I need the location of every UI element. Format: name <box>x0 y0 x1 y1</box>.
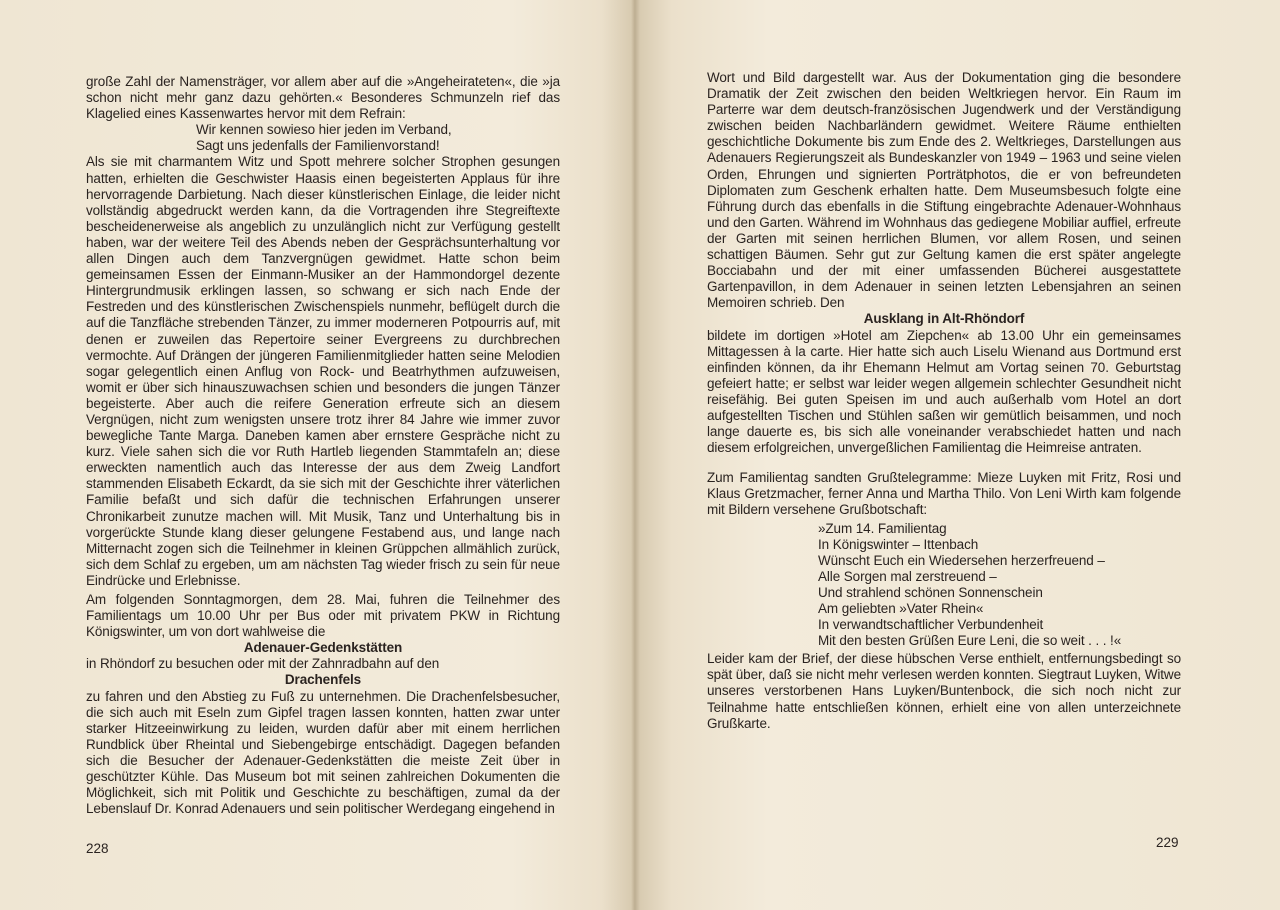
paragraph: bildete im dortigen »Hotel am Ziepchen« ab 13.00 Uhr ein gemeinsames Mittagessen à la carte. Hier hatte sich auch Liselu Wienand aus Dortmund erst einfinden können, da ihr Ehemann Helmut am Vortag seinen 70. Geburtstag gefeiert hatte; er selbst war leider wegen allgemein schlechter Gesundheit nicht reisefähig. Bei guten Speisen im und auch außerhalb vom Hotel an dort aufgestellten Tischen und Stühlen saßen wir gemütlich beisammen, und noch lange dauerte es, bis sich alle voneinander verabschiedet hatten und nach diesem erfolgreichen, unvergeßlichen Familientag die Heimreise antraten. <box>707 327 1181 456</box>
left-page <box>0 0 636 910</box>
verse-line: Am geliebten »Vater Rhein« <box>818 601 984 616</box>
paragraph: Am folgenden Sonntagmorgen, dem 28. Mai, fuhren die Teilnehmer des Familientags um 10.00 Uhr per Bus oder mit privatem PKW in Richtung Königswinter, um von dort wahlweise die <box>86 592 560 640</box>
section-heading: Drachenfels <box>284 672 362 688</box>
right-page <box>640 0 1280 910</box>
paragraph: zu fahren und den Abstieg zu Fuß zu unternehmen. Die Drachenfelsbesucher, die sich auch mit Eseln zum Gipfel tragen lassen konnten, hatten zwar unter starker Hitzeeinwirkung zu leiden, wurden dafür aber mit einem herrlichen Rundblick über Rheintal und Siebengebirge entschädigt. Dagegen befanden sich die Besucher der Adenauer-Gedenkstätten die meiste Zeit über in geschützter Kühle. Das Museum bot mit seinen zahlreichen Dokumenten die Möglichkeit, sich mit Politik und Geschichte zu beschäftigen, zumal da der Lebenslauf Dr. Konrad Adenauers und sein politischer Werdegang eingehend in <box>86 688 560 817</box>
section-heading: Adenauer-Gedenkstätten <box>243 640 403 656</box>
page-number: 229 <box>1156 835 1179 850</box>
verse-line: »Zum 14. Familientag <box>818 520 947 536</box>
page-number: 228 <box>86 841 109 856</box>
paragraph: große Zahl der Namensträger, vor allem aber auf die »Angeheirateten«, die »ja schon nicht mehr ganz dazu gehörten.« Besonderes Schmunzeln rief das Klagelied eines Kassenwartes hervor mit dem Refrain: <box>86 74 560 122</box>
left-page-text <box>86 74 560 817</box>
verse-line: Sagt uns jedenfalls der Familienvorstand! <box>196 138 440 154</box>
section-heading: Ausklang in Alt-Rhöndorf <box>863 311 1025 327</box>
paragraph: Als sie mit charmantem Witz und Spott mehrere solcher Strophen gesungen hatten, erhielten die Geschwister Haasis einen begeisterten Applaus für ihre hervorragende Darbietung. Nach dieser künstlerischen Einlage, die leider nicht vollständig abgedruckt werden kann, da die Vortragenden ihre Stegreiftexte bescheidenerweise als angeblich zu unzulänglich nicht zur Verfügung gestellt haben, war der weitere Teil des Abends neben der Gesprächsunterhaltung vor allen Dingen auch dem Tanzvergnügen gewidmet. Hatte schon beim gemeinsamen Essen der Einmann-Musiker an der Hammondorgel dezente Hintergrundmusik erklingen lassen, so schwang er sich nach Ende der Festreden und des künstlerischen Zwischenspiels nunmehr, beflügelt durch die auf die Tanzfläche strebenden Tänzer, zu immer moderneren Potpourris auf, mit denen er zuweilen das Repertoire seiner Evergreens zu durchbrechen vermochte. Auf Drängen der jüngeren Familienmitglieder hatten seine Melodien sogar gelegentlich einen Anflug von Rock- und Beatrhythmen aufzuweisen, womit er über sich hinauszuwachsen schien und besonders die jungen Tänzer begeisterte. Aber auch die reifere Generation erfreute sich an diesem Vergnügen, nicht zum wenigsten unsere trotz ihrer 84 Jahre wie immer zuvor bewegliche Tante Marga. Daneben kamen aber ernstere Gespräche nicht zu kurz. Viele sahen sich die vor Ruth Hartleb liegenden Stammtafeln an; diese erweckten namentlich auch das Interesse der aus dem Zweig Landfort stammenden Elisabeth Eckardt, da sie sich mit der Geschichte ihrer väterlichen Familie befaßt und sich dafür die technischen Erfahrungen unserer Chronikarbeit zunutze machen will. Mit Musik, Tanz und Unterhaltung bis in vorgerückte Stunde klang dieser gelungene Festabend aus, und lange nach Mitternacht zogen sich die Teilnehmer in kleinen Grüppchen allmählich zurück, sich dem Schlaf zu ergeben, um am nächsten Tag wieder frisch zu sein für neue Eindrücke und Erlebnisse. <box>86 154 560 588</box>
verse-line: In Königswinter – Ittenbach <box>818 536 979 552</box>
paragraph: in Rhöndorf zu besuchen oder mit der Zahnradbahn auf den <box>86 656 440 672</box>
verse-line: Mit den besten Grüßen Eure Leni, die so weit . . . !« <box>818 633 1122 649</box>
verse-line: Wir kennen sowieso hier jeden im Verband, <box>196 122 452 138</box>
verse-line: Und strahlend schönen Sonnenschein <box>818 584 1043 600</box>
verse-line: Alle Sorgen mal zerstreuend – <box>818 568 997 584</box>
paragraph: Zum Familientag sandten Grußtelegramme: Mieze Luyken mit Fritz, Rosi und Klaus Gretzmacher, ferner Anna und Martha Thilo. Von Leni Wirth kam folgende mit Bildern versehene Grußbotschaft: <box>707 470 1181 518</box>
paragraph: Wort und Bild dargestellt war. Aus der Dokumentation ging die besondere Dramatik der Zeit zwischen den beiden Weltkriegen hervor. Ein Raum im Parterre war dem deutsch-französischen Jugendwerk und der Verständigung zwischen beiden Nachbarländern gewidmet. Weitere Räume enthielten geschichtliche Dokumente bis zum Ende des 2. Weltkrieges, Darstellungen aus Adenauers Regierungszeit als Bundeskanzler von 1949 – 1963 und seine vielen Orden, Ehrungen und signierten Porträtphotos, die er von befreundeten Diplomaten zum Geschenk erhalten hatte. Dem Museumsbesuch folgte eine Führung durch das ebenfalls in die Stiftung eingebrachte Adenauer-Wohnhaus und den Garten. Während im Wohnhaus das gediegene Mobiliar auffiel, erfreute der Garten mit seinen herrlichen Blumen, vor allem Rosen, und seinen schattigen Bäumen. Sehr gut zur Geltung kamen die erst später angelegte Bocciabahn und der mit einer umfassenden Bücherei ausgestattete Gartenpavillon, in dem Adenauer in seinen letzten Lebensjahren an seinen Memoiren schrieb. Den <box>707 70 1181 311</box>
paragraph: Leider kam der Brief, der diese hübschen Verse enthielt, entfernungsbedingt so spät über, daß sie nicht mehr verlesen werden konnten. Siegtraut Luyken, Witwe unseres verstorbenen Hans Luyken/Buntenbock, die sich noch nicht zur Teilnahme hatte entschließen können, erhielt eine von allen unterzeichnete Grußkarte. <box>707 651 1181 731</box>
verse-line: Wünscht Euch ein Wiedersehen herzerfreuend – <box>818 552 1105 568</box>
right-page-text <box>707 70 1181 732</box>
greeting-verse <box>707 521 1181 650</box>
verse-line: In verwandtschaftlicher Verbundenheit <box>818 617 1044 633</box>
